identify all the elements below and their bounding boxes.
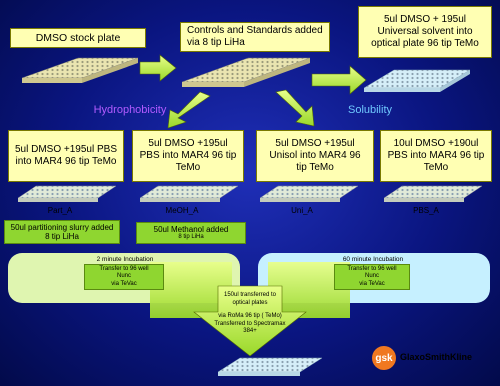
right-incubation-title: 60 minute Incubation (342, 256, 404, 263)
gsk-wordmark: GlaxoSmithKline (400, 352, 473, 362)
left-transfer-line1: Transfer to 96 well (99, 265, 149, 272)
addition-box-part (4, 220, 120, 244)
plate-uni-a-icon (260, 186, 358, 202)
right-transfer-box (334, 264, 410, 290)
solubility-heading: Solubility (347, 104, 393, 116)
gsk-badge-icon: gsk (372, 346, 396, 370)
right-transfer-line2: Nunc (364, 273, 379, 280)
final-line5: Transferred to Spectramax (214, 320, 286, 327)
optical-plate-icon (364, 70, 470, 92)
stock-plate-label: DMSO stock plate (10, 28, 146, 48)
plate-pbs-a-icon (384, 186, 482, 202)
plate-label-part: Part_A (47, 206, 73, 215)
final-line6: 384+ (243, 328, 257, 334)
arrow-to-controls (140, 55, 176, 81)
hydrophobicity-heading: Hydrophobicity (93, 104, 167, 116)
controls-label: Controls and Standards added via 8 tip LiHa (180, 22, 330, 52)
universal-label: 5ul DMSO + 195ul Universal solvent into optical plate 96 tip TeMo (358, 6, 492, 58)
right-transfer-line3: via TeVac (359, 280, 385, 287)
final-line1: 150ul transferred to (223, 292, 277, 298)
right-transfer-line1: Transfer to 96 well (347, 265, 397, 272)
final-transfer-text (206, 292, 294, 336)
addition-part-line1: 50ul partitioning slurry added (10, 223, 114, 232)
arrow-to-optical (312, 66, 366, 94)
plate-label-pbs: PBS_A (413, 206, 439, 215)
left-transfer-line3: via TeVac (111, 280, 137, 287)
step-box-pbs: 10ul DMSO +190ul PBS into MAR4 96 tip TeMo (380, 130, 492, 182)
left-transfer-box (84, 264, 164, 290)
addition-box-meoh (136, 222, 246, 244)
plate-label-meoh: MeOH_A (165, 206, 199, 215)
step-box-part: 5ul DMSO +195ul PBS into MAR4 96 tip TeMo (8, 130, 124, 182)
addition-meoh-line2: 8 tip LiHa (178, 233, 204, 240)
stock-plate-icon (22, 58, 138, 83)
step-box-uni: 5ul DMSO +195ul Unisol into MAR4 96 tip TeMo (256, 130, 374, 182)
step-box-meoh: 5ul DMSO +195ul PBS into MAR4 96 tip TeMo (132, 130, 244, 182)
gsk-logo (372, 346, 496, 370)
final-line4: via RoMa 96 tip ( TeMo) (218, 313, 282, 319)
plate-label-uni: Uni_A (291, 206, 313, 215)
plate-part-a-icon (18, 186, 116, 202)
addition-part-line2: 8 tip LiHa (45, 232, 79, 241)
final-line2: optical plates (232, 299, 268, 306)
arrow-down-right (276, 90, 314, 126)
left-transfer-line2: Nunc (116, 273, 131, 280)
plate-meoh-a-icon (140, 186, 238, 202)
controls-plate-icon (182, 58, 310, 87)
final-optical-plate-icon (218, 358, 322, 376)
left-incubation-title: 2 minute Incubation (96, 256, 154, 263)
addition-meoh-line1: 50ul Methanol added (153, 224, 229, 234)
